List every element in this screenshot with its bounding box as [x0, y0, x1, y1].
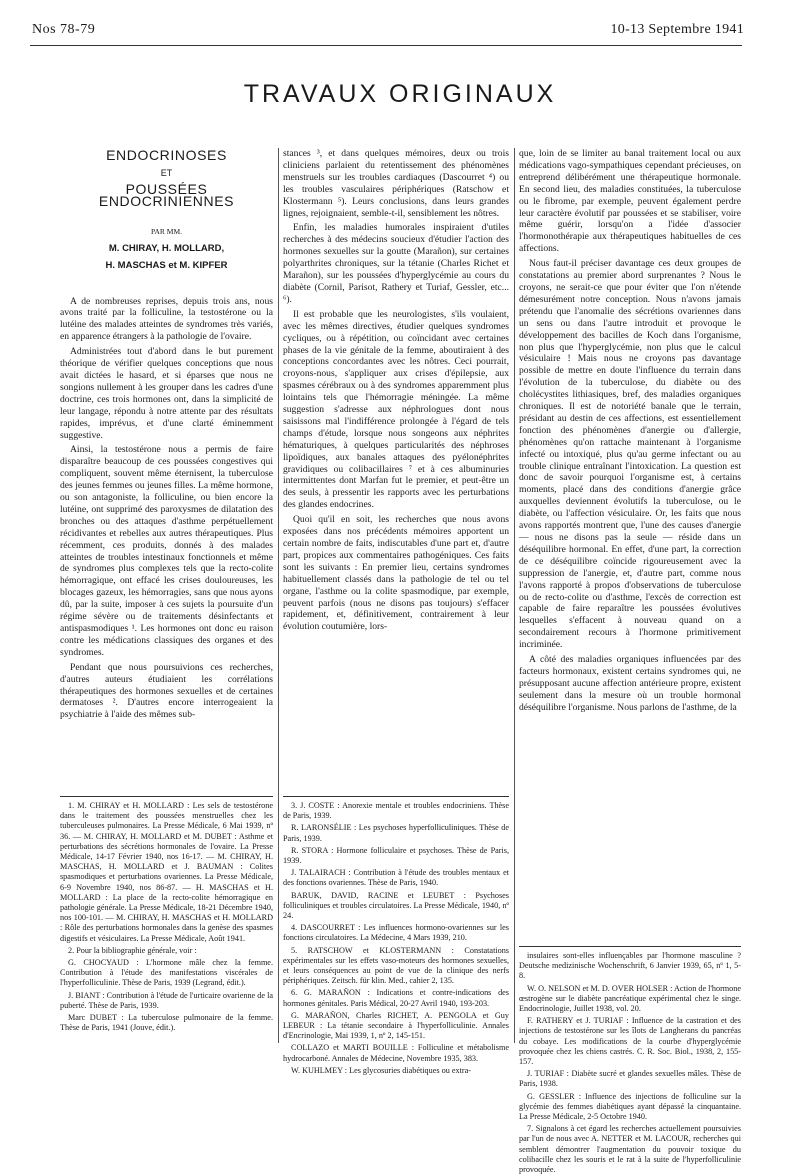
paragraph: Quoi qu'il en soit, les recherches que nous avons exposées dans nos précédents mémoires apportent un certain nombre de faits, indiscutables d'une part et, d'autre part, propices aux commentaires pathogéniques. Ces faits sont les suivants : En premier lieu, certains syndromes habituellement classés dans la pathologie de tel ou tel organe, l'asthme ou la colite spasmodique, par exemple, peuvent parfois (nous ne disons pas toujours) s'effacer rapidement, et, définitivement, contrairement à leur évolution coutumière, lors-: [283, 514, 509, 633]
article-title-line1: ENDOCRINOSES: [106, 147, 227, 163]
paragraph: A côté des maladies organiques influencées par des facteurs hormonaux, existent certains syndromes qui, ne présupposant aucune affection antérieure propre, existent seulement dans la mesure où un trouble hormonal déséquilibre l'organisme. Nous parlons de l'asthme, de la: [519, 654, 741, 713]
article-par: PAR MM.: [151, 226, 182, 236]
column-3: [519, 148, 741, 942]
footnote: 3. J. COSTE : Anorexie mentale et troubles endocriniens. Thèse de Paris, 1939.: [283, 801, 509, 821]
issue-date: 10-13 Septembre 1941: [610, 22, 744, 37]
footnote: insulaires sont-elles influençables par l'hormone masculine ? Deutsche medizinische Wochenschrift, 6 Janvier 1939, 65, nº 1, 5-8.: [519, 951, 741, 981]
footnote-separator: [283, 796, 509, 797]
footnote: BARUK, DAVID, RACINE et LEUBET : Psychoses folliculiniques et troubles circulatoires. La Presse Médicale, 1940, nº 24.: [283, 890, 509, 921]
paragraph: Ainsi, la testostérone nous a permis de faire disparaître beaucoup de ces poussées congestives qui compliquent, souvent même éternisent, la tuberculose des jeunes femmes ou jeunes filles. La même hormone, ou son antagoniste, la folliculine, ou bien encore la lutéine, ont supprimé des paroxysmes de dilatation des bronches ou des attaques d'asthme perpétuellement récidivantes et rebelles aux autres thérapeutiques. Plus récemment, ces produits, donnés à des malades atteintes de troubles intestinaux fonctionnels et même de syndromes plus complexes tels que la recto-colite hémorragique, ont effacé les crises douloureuses, les blocages gazeux, les hémorragies, sans que nous ayons dû, par la suite, imposer à ces sujets la poursuite d'un régime sévère ou de traitements désinfectants et antispasmodiques ¹. Les hormones ont donc eu raison contre les médications classiques des organes et des syndromes.: [60, 444, 273, 658]
column-1: [60, 147, 273, 790]
issue-number: Nos 78-79: [32, 22, 96, 37]
footnote: W. KUHLMEY : Les glycosuries diabétiques ou extra-: [291, 1065, 471, 1075]
footnote: 1. M. CHIRAY et H. MOLLARD : Les sels de testostérone dans le traitement des poussées menstruelles chez les tuberculeuses pulmonaires. La Presse Médicale, 6 Mai 1939, nº 36. — M. CHIRAY, H. MOLLARD et M. DUBET : Asthme et perturbations des sécrétions hormonales de l'ovaire. La Presse Médicale, 14-17 Février 1940, nos 16-17. — M. CHIRAY, H. MASCHAS, H. MOLLARD et J. BAUMAN : Colites spasmodiques et perturbations ovariennes. La Presse Médicale, 6-9 Novembre 1940, nos 86-87. — H. MASCHAS et H. MOLLARD : La place de la recto-colite hémorragique en pathologie générale. La Presse Médicale, 18-21 Décembre 1940, nos 100-101. — M. CHIRAY, H. MASCHAS et H. MOLLARD : Rôle des perturbations hormonales dans la genèse des spasmes digestifs et vésiculaires. La Presse Médicale, Août 1941.: [60, 801, 273, 943]
paragraph: Nous faut-il préciser davantage ces deux groupes de constatations au premier abord surprenantes ? Nous le croyons, ne serait-ce que pour éviter que l'on n'étende démesurément notre conception. Nous n'avons jamais prétendu que l'anomalie des sécrétions ovariennes dans un sens ou dans l'autre introduit et provoque le développement des bacilles de Koch dans l'organisme, non plus que l'hyperglycémie, non plus que le calcul vésiculaire ! Mais nous ne croyons pas davantage possible de mettre en doute l'influence du terrain dans l'évolution de la tuberculose, du diabète ou des cholécystites lithiasiques, bref, des maladies organiques chroniques. Il est de notoriété banale que le terrain, présidant au destin de ces affections, est essentiellement fonction des phénomènes d'anergie ou d'allergie, phénomènes qu'on rattache maintenant à l'organisme infecté ou intoxiqué, plus qu'au germe infectant ou au trouble clinique entraînant l'intoxication. La question est donc de savoir pourquoi l'organisme est, à certains moments, placé dans des conditions d'anergie grâce auxquelles deviennent évolutifs la tuberculose, ou le diabète, ou l'affection vésiculaire. Or, les faits que nous avons rapportés montrent que, l'une des causes d'anergie — nous ne disons pas la seule — réside dans un déséquilibre hormonal. En effet, d'une part, la correction de ce déséquilibre coïncide rigoureusement avec la suppression de l'anergie, et, d'autre part, comme nous l'avons rapporté à propos d'observations de tuberculose ou de recto-colite ou d'asthme, l'excès de correction est capable de faire reparaître les poussées évolutives lesquelles s'effacent à nouveau quand on a secondairement recours à l'hormone primitivement incriminée.: [519, 258, 741, 651]
footnotes-column-2: [283, 801, 509, 1075]
paragraph: Administrées tout d'abord dans le but purement théorique de vérifier quelques conceptions que nous avait dictées le hasard, et si éparses que nous ne songions nullement à les grouper dans les cadres d'une doctrine, ces trois hormones ont, dans la simplicité de leur langage, répondu à notre attente par des résultats rapides, imprévus, et d'une clarté éminemment suggestive.: [60, 346, 273, 441]
paragraph: stances ³, et dans quelques mémoires, deux ou trois cliniciens parlaient du retentissement des phénomènes menstruels sur les troubles cardiaques (Dascourret ⁴) ou les troubles vasculaires périphériques (Ratschow et Klostermann ⁵). Leurs conclusions, dans leurs grandes lignes, rejoignaient, semble-t-il, sensiblement les nôtres.: [283, 148, 509, 219]
footnote: R. LARONSÉLIE : Les psychoses hyperfolliculiniques. Thèse de Paris, 1939.: [283, 823, 509, 843]
footnote: J. BIANT : Contribution à l'étude de l'urticaire ovarienne de la puberté. Thèse de Paris, 1939.: [60, 990, 273, 1010]
footnote: 5. RATSCHOW et KLOSTERMANN : Constatations expérimentales sur les effets vaso-moteurs des hormones sexuelles, et leurs conséquences au point de vue de la clinique des nerfs périphériques. Zeitsch. für klin. Med., cahier 2, 135.: [283, 945, 509, 986]
footnote: Marc DUBET : La tuberculose pulmonaire de la femme. Thèse de Paris, 1941 (Jouve, édit.).: [60, 1013, 273, 1033]
paragraph: que, loin de se limiter au banal traitement local ou aux médications vago-sympathiques cependant précieuses, on entreprend délibérément une thérapeutique hormonale. En second lieu, des maladies constituées, la tuberculose ou le fibrome, par exemple, peuvent également perdre leur caractère évolutif par poussées et se stabiliser, voire même guérir, lorsqu'on a l'idée d'associer l'hormonothérapie aux thérapeutiques habituelles de ces affections.: [519, 148, 741, 255]
footnote: G. CHOCYAUD : L'hormone mâle chez la femme. Contribution à l'étude des manifestations viscérales de l'hyperfolliculinie. Thèse de Paris, 1939 (Legrand, édit.).: [60, 958, 273, 988]
footnotes-column-1: [60, 801, 273, 1049]
footnote: G. MARAÑON, Charles RICHET, A. PENGOLA et Guy LEBEUR : La tétanie secondaire à l'hyperfolliculinie. Annales d'Encrinologie, Mai 1939, 1, nº 2, 145-151.: [283, 1010, 509, 1041]
paragraph: Il est probable que les neurologistes, s'ils voulaient, avec les mêmes directives, étudier quelques syndromes cycliques, ou à répétition, ou coïncidant avec certaines phases de la vie génitale de la femme, aboutiraient à des conceptions concordantes avec les nôtres. Ceci pourrait, croyons-nous, s'appliquer aux crises d'épilepsie, aux spasmes cérébraux ou à des syndromes apparemment plus lointains tels que l'hémorragie méningée. La même suggestion s'adresse aux néphrologues dont nous saisissons mal l'indifférence prolongée à l'égard de tels champs d'étude, lorsque nous songeons aux néphrites hématuriques, à quelques particularités des néphroses lipoïdiques, aux banales attaques des pyélonéphrites gravidiques ou colibacillaires ⁷ et à ces albuminuries intermittentes dont Marfan fut le premier, et peut-être un des seuls, à pressentir les rapports avec les perturbations des glandes endocrines.: [283, 308, 509, 511]
section-title: TRAVAUX ORIGINAUX: [243, 80, 557, 108]
footnote: W. O. NELSON et M. D. OVER HOLSER : Action de l'hormone œstrogène sur le diabète pancréatique expérimental chez le singe. Endocrinologie, Juillet 1938, vol. 20.: [519, 983, 741, 1014]
paragraph: A de nombreuses reprises, depuis trois ans, nous avons traité par la folliculine, la testostérone ou la lutéine des malades atteintes de syndromes très variés, en apparence étrangers à la pathologie de l'ovaire.: [60, 295, 273, 343]
footnote-separator: [60, 796, 273, 797]
header-rule: [30, 45, 742, 46]
footnote: 6. G. MARAÑON : Indications et contre-indications des hormones génitales. Paris Médical, 20-27 Avril 1940, 193-203.: [283, 988, 509, 1008]
footnote: 7. Signalons à cet égard les recherches actuellement poursuivies par l'un de nous avec A. NETTER et M. LACOUR, recherches qui semblent démontrer l'augmentation du pouvoir toxique du colibacille chez les souris et le rat à la suite de l'hyperfolliculinie provoquée.: [519, 1124, 741, 1175]
column-divider: [278, 148, 279, 1043]
footnote: J. TURIAF : Diabète sucré et glandes sexuelles mâles. Thèse de Paris, 1938.: [519, 1069, 741, 1089]
footnotes-column-3: [519, 951, 741, 1175]
article-title-and: ET: [160, 167, 173, 178]
footnote: COLLAZO et MARTI BOUILLE : Folliculine et métabolisme hydrocarboné. Annales de Médecine, Novembre 1935, 383.: [283, 1043, 509, 1063]
column-2: [283, 148, 509, 788]
footnote: J. TALAIRACH : Contribution à l'étude des troubles mentaux et des fonctions ovariennes. Thèse de Paris, 1940.: [283, 868, 509, 888]
article-title-line2: POUSSÉES ENDOCRINIENNES: [98, 180, 235, 209]
article-authors-line2: H. MASCHAS et M. KIPFER: [105, 259, 228, 271]
running-header: [0, 22, 800, 42]
paragraph: Pendant que nous poursuivions ces recherches, d'autres auteurs étudiaient les corrélations thérapeutiques des hormones sexuelles et de certaines dermatoses ². D'autres encore interrogeaient la psychiatrie à l'aide des mêmes sub-: [60, 661, 273, 721]
footnote: R. STORA : Hormone folliculaire et psychoses. Thèse de Paris, 1939.: [283, 845, 509, 866]
footnote-separator: [519, 946, 741, 947]
column-divider: [514, 148, 515, 1043]
footnote: 2. Pour la bibliographie générale, voir :: [68, 945, 197, 955]
paragraph: Enfin, les maladies humorales inspiraient d'utiles recherches à des médecins soucieux d'étudier l'action des hormones sexuelles sur la goutte (Marañon), sur certaines polyarthrites chroniques, sur la tétanie (Charles Richet et Marañon), sur les poussées d'hyperglycémie au cours du diabète (Cornil, Parisot, Rathery et Turiaf, Gessler, etc... ⁶).: [283, 222, 509, 305]
footnote: 4. DASCOURRET : Les influences hormono-ovariennes sur les fonctions circulatoires. La Médecine, 4 Mars 1939, 210.: [283, 923, 509, 943]
article-authors-line1: M. CHIRAY, H. MOLLARD,: [108, 242, 225, 254]
footnote: F. RATHERY et J. TURIAF : Influence de la castration et des injections de testostérone sur les îlots de Langherans du pancréas du cobaye. Les modifications de la courbe d'hyperglycémie provoquée chez les chiens castrés. C. R. Soc. Biol., 1938, 2, 155-157.: [519, 1016, 741, 1067]
footnote: G. GESSLER : Influence des injections de folliculine sur la glycémie des femmes diabétiques ayant dépassé la cinquantaine. La Presse Médicale, 2-5 Octobre 1940.: [519, 1091, 741, 1122]
